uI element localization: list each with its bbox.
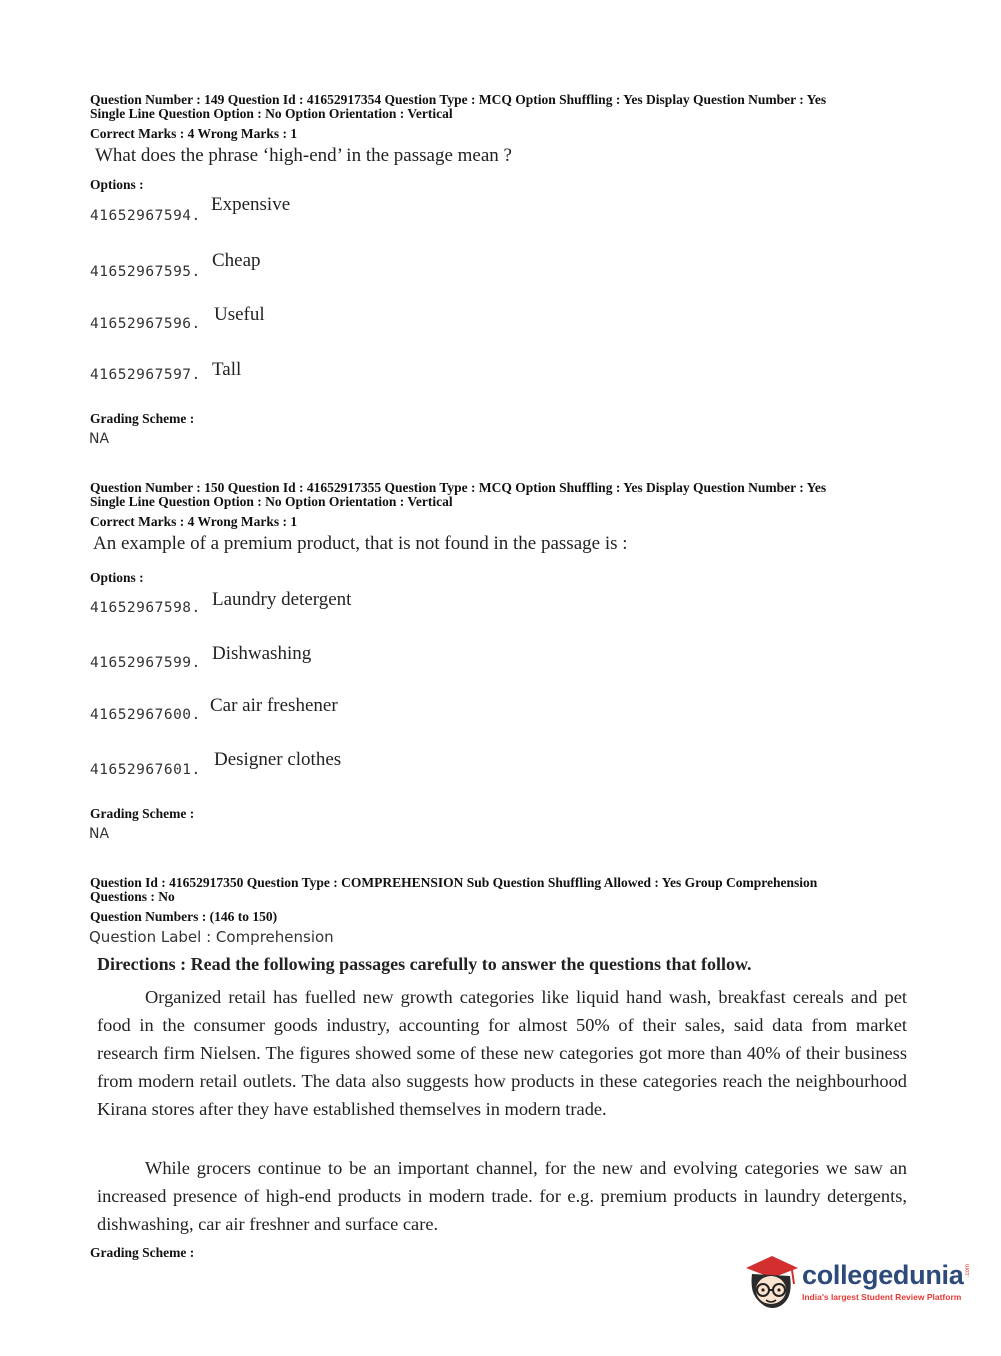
brand-com: .com (965, 1264, 972, 1278)
q150-option-3-text[interactable]: Car air freshener (210, 695, 338, 716)
comprehension-question-numbers: Question Numbers : (146 to 150) (90, 909, 278, 924)
q150-option-4-text[interactable]: Designer clothes (214, 749, 342, 770)
comprehension-meta-line2: Questions : No (90, 889, 175, 904)
q149-option-2-id: 41652967595. (90, 264, 201, 280)
q149-option-3-text[interactable]: Useful (214, 304, 265, 325)
q149-grading-label: Grading Scheme : (90, 411, 195, 426)
q150-option-2-id: 41652967599. (90, 655, 201, 671)
comprehension-grading-label: Grading Scheme : (90, 1245, 195, 1260)
q150-grading-value: NA (89, 826, 110, 842)
student-mascot-icon (742, 1250, 800, 1312)
brand-name: collegedunia (802, 1260, 964, 1290)
q149-meta-line1: Question Number : 149 Question Id : 41652917354 Question Type : MCQ Option Shuffling : Yes Display Question Number : Yes (90, 92, 827, 107)
q150-option-4-id: 41652967601. (90, 762, 201, 778)
q149-option-4-id: 41652967597. (90, 367, 201, 383)
q150-option-1-id: 41652967598. (90, 600, 201, 616)
q149-question-text: What does the phrase ‘high-end’ in the passage mean ? (95, 145, 512, 166)
q149-options-label: Options : (90, 177, 144, 192)
q150-option-2-text[interactable]: Dishwashing (212, 643, 312, 664)
q150-meta-line1: Question Number : 150 Question Id : 41652917355 Question Type : MCQ Option Shuffling : Yes Display Question Number : Yes (90, 480, 827, 495)
q149-option-3-id: 41652967596. (90, 316, 201, 332)
q150-option-3-id: 41652967600. (90, 707, 201, 723)
q149-option-1-id: 41652967594. (90, 208, 201, 224)
q149-option-1-text[interactable]: Expensive (211, 194, 291, 215)
q149-option-4-text[interactable]: Tall (212, 359, 242, 380)
comprehension-paragraph-2: While grocers continue to be an important channel, for the new and evolving categories we saw an increased presence of high-end products in modern trade. for e.g. premium products in laundry detergents, dishwashing, car air freshner and surface care. (97, 1158, 907, 1234)
comprehension-question-label: Question Label : Comprehension (89, 928, 334, 946)
q150-question-text: An example of a premium product, that is not found in the passage is : (93, 533, 628, 554)
brand-tagline: India's largest Student Review Platform (802, 1292, 962, 1302)
q150-marks: Correct Marks : 4 Wrong Marks : 1 (90, 514, 298, 529)
q150-meta-line2: Single Line Question Option : No Option Orientation : Vertical (90, 494, 453, 509)
q149-grading-value: NA (89, 431, 110, 447)
collegedunia-logo (742, 1250, 971, 1312)
q150-options-label: Options : (90, 570, 144, 585)
q149-meta-line2: Single Line Question Option : No Option Orientation : Vertical (90, 106, 453, 121)
q150-option-1-text[interactable]: Laundry detergent (212, 589, 352, 610)
q149-option-2-text[interactable]: Cheap (212, 250, 261, 271)
q149-marks: Correct Marks : 4 Wrong Marks : 1 (90, 126, 298, 141)
comprehension-meta-line1: Question Id : 41652917350 Question Type : COMPREHENSION Sub Question Shuffling Allowed : Yes Group Comprehension (90, 875, 818, 890)
comprehension-paragraph-1: Organized retail has fuelled new growth categories like liquid hand wash, breakfast cereals and pet food in the consumer goods industry, accounting for almost 50% of their sales, said data from market research firm Nielsen. The figures showed some of these new categories got more than 40% of their business from modern retail outlets. The data also suggests how products in these categories reach the neighbourhood Kirana stores after they have established themselves in modern trade. (97, 987, 907, 1119)
q150-grading-label: Grading Scheme : (90, 806, 195, 821)
comprehension-directions: Directions : Read the following passages carefully to answer the questions that follow. (97, 954, 752, 974)
